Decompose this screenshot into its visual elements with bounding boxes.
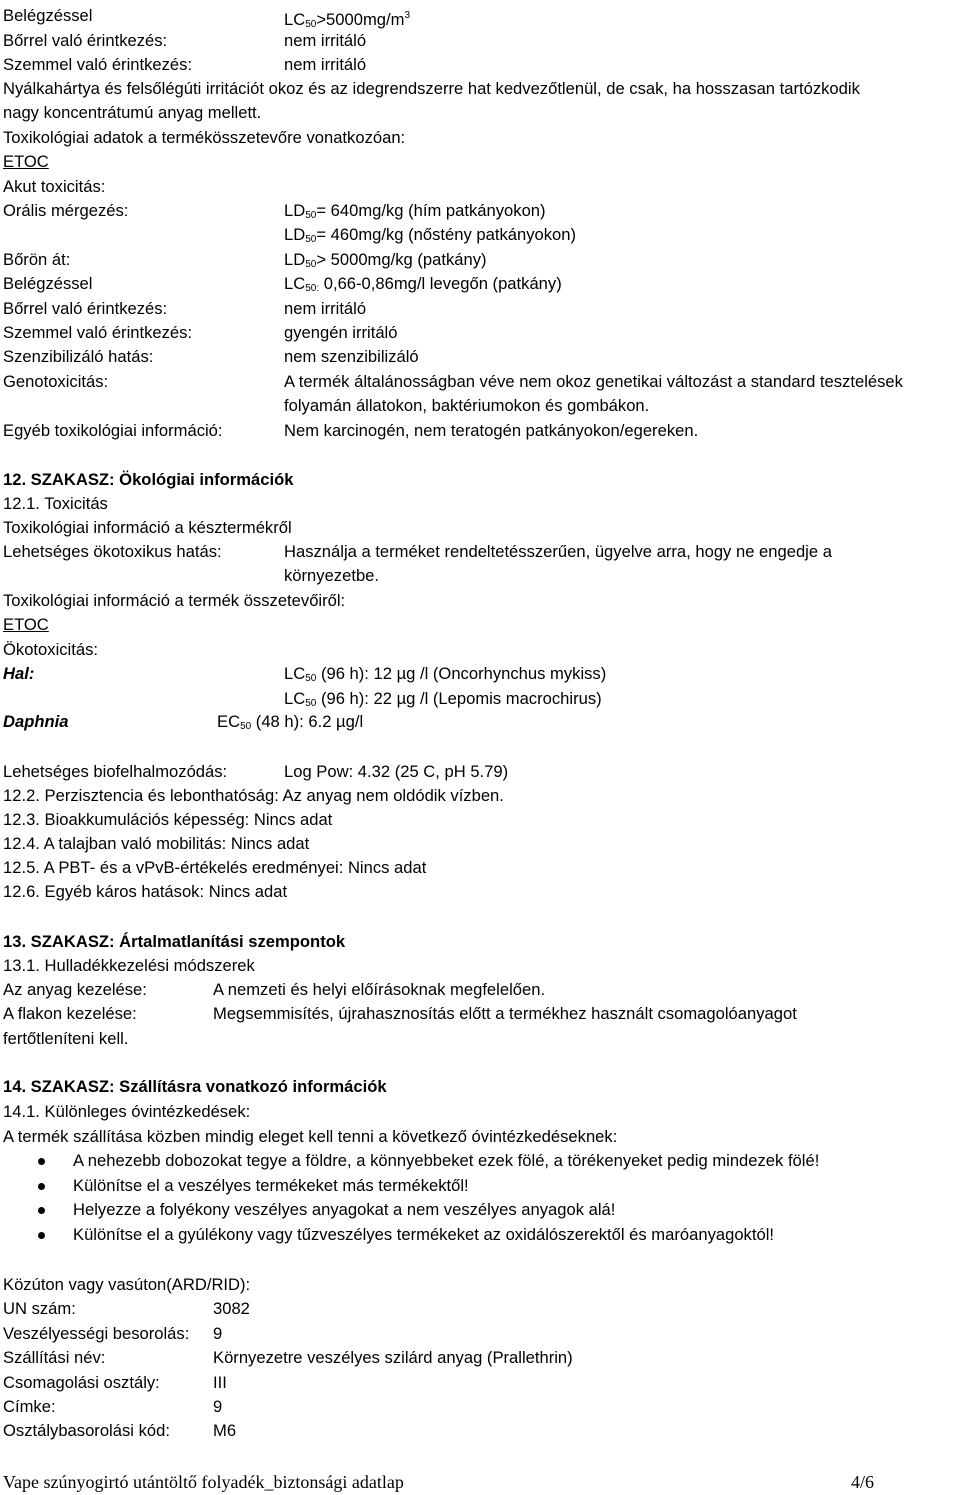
section12-1: 12.1. Toxicitás (3, 494, 108, 513)
section13-heading: 13. SZAKASZ: Ártalmatlanítási szempontok (3, 932, 346, 951)
section13-1: 13.1. Hulladékkezelési módszerek (3, 956, 255, 975)
daphnia-value: $EC_{50}$ (48 h): 6.2 µg/l (217, 712, 364, 732)
other-tox-value: Nem karcinogén, nem teratogén patkányokon/egereken. (284, 421, 699, 440)
section12-heading: 12. SZAKASZ: Ökológiai információk (3, 470, 294, 489)
list-item: A nehezebb dobozokat tegye a földre, a könnyebbeket ezek fölé, a törékenyeket pedig mindezek fölé! (73, 1151, 820, 1170)
dermal-value: $LD_{50}> 5000mg/kg$ (patkány) (284, 250, 487, 270)
substance-handling-value: A nemzeti és helyi előírásoknak megfelelően. (213, 980, 546, 999)
genotoxicity-value: A termék általánosságban véve nem okoz genetikai változást a standard tesztelések folyamán állatokon, baktériumokon és gombákon. (284, 372, 903, 415)
dermal-label: Bőrön át: (3, 250, 71, 269)
component-tox-title: Toxikológiai adatok a termékösszetevőre vonatkozóan: (3, 128, 406, 147)
eye-contact-value: nem irritáló (284, 55, 367, 74)
list-item: Különítse el a gyúlékony vagy tűzveszélyes termékeket az oxidálószerektől és maróanyagoktól! (73, 1225, 774, 1244)
bullet-icon (38, 1207, 45, 1214)
inhalation-value: $LC_{50}>5000mg/m^3$ (284, 10, 410, 30)
fish-value-1: $LC_{50}$ (96 h): 12 µg /l (Oncorhynchus mykiss) (284, 664, 607, 684)
component-inhalation-value: $LC_{50:}$ 0,66-0,86mg/l levegőn (patkány) (284, 274, 562, 294)
ecotoxic-effect-label: Lehetséges ökotoxikus hatás: (3, 542, 222, 561)
section12-6: 12.6. Egyéb káros hatások: Nincs adat (3, 882, 288, 901)
section12-5: 12.5. A PBT- és a vPvB-értékelés eredményei: Nincs adat (3, 858, 427, 877)
section12-3: 12.3. Bioakkumulációs képesség: Nincs adat (3, 810, 333, 829)
sensitization-value: nem szenzibilizáló (284, 347, 419, 366)
bullet-icon (38, 1158, 45, 1165)
fish-label: Hal: (3, 664, 35, 683)
bioaccumulation-value: Log Pow: 4.32 (25 C, pH 5.79) (284, 762, 509, 781)
label-label: Címke: (3, 1397, 56, 1416)
daphnia-label: Daphnia (3, 712, 69, 731)
irritation-note-line2: nagy koncentrátumú anyag mellett. (3, 103, 262, 122)
ecotoxic-effect-value: Használja a terméket rendeltetésszerűen, ügyelve arra, hogy ne engedje a környezetbe. (284, 542, 832, 585)
page-number: 4/6 (850, 1472, 874, 1492)
bioaccumulation-label: Lehetséges biofelhalmozódás: (3, 762, 228, 781)
component-inhalation-label: Belégzéssel (3, 274, 93, 293)
bullet-icon (38, 1232, 45, 1239)
container-handling-value: Megsemmisítés, újrahasznosítás előtt a termékhez használt csomagolóanyagot (213, 1004, 797, 1023)
container-handling-cont: fertőtleníteni kell. (3, 1029, 129, 1048)
component-name: ETOC (3, 152, 49, 171)
inhalation-label: Belégzéssel (3, 6, 93, 25)
list-item: Helyezze a folyékony veszélyes anyagokat a nem veszélyes anyagok alá! (73, 1200, 616, 1219)
substance-handling-label: Az anyag kezelése: (3, 980, 147, 999)
transport-intro: A termék szállítása közben mindig eleget kell tenni a következő óvintézkedéseknek: (3, 1127, 618, 1146)
component-skin-value: nem irritáló (284, 299, 367, 318)
section14-1: 14.1. Különleges óvintézkedések: (3, 1102, 251, 1121)
component-tox-info: Toxikológiai információ a termék összetevőiről: (3, 591, 346, 610)
eco-component-name: ETOC (3, 615, 49, 634)
other-tox-label: Egyéb toxikológiai információ: (3, 421, 223, 440)
ecotoxicity-label: Ökotoxicitás: (3, 640, 98, 659)
component-eye-label: Szemmel való érintkezés: (3, 323, 193, 342)
hazard-class-value: 9 (213, 1324, 223, 1343)
oral-value-male: $LD_{50}= 640mg/kg$ (hím patkányokon) (284, 201, 546, 221)
component-eye-value: gyengén irritáló (284, 323, 398, 342)
product-tox-info: Toxikológiai információ a késztermékről (3, 518, 292, 537)
shipping-name-value: Környezetre veszélyes szilárd anyag (Prallethrin) (213, 1348, 573, 1367)
classification-code-value: M6 (213, 1421, 237, 1440)
component-skin-label: Bőrrel való érintkezés: (3, 299, 168, 318)
skin-contact-value: nem irritáló (284, 31, 367, 50)
acute-toxicity-label: Akut toxicitás: (3, 177, 106, 196)
packing-group-value: III (213, 1373, 227, 1392)
un-number-label: UN szám: (3, 1299, 76, 1318)
road-rail-label: Közúton vagy vasúton(ARD/RID): (3, 1275, 251, 1294)
shipping-name-label: Szállítási név: (3, 1348, 106, 1367)
section14-heading: 14. SZAKASZ: Szállításra vonatkozó információk (3, 1077, 387, 1096)
eye-contact-label: Szemmel való érintkezés: (3, 55, 193, 74)
fish-value-2: $LC_{50}$ (96 h): 22 µg /l (Lepomis macrochirus) (284, 689, 602, 709)
section12-2: 12.2. Perzisztencia és lebonthatóság: Az anyag nem oldódik vízben. (3, 786, 504, 805)
classification-code-label: Osztálybasorolási kód: (3, 1421, 170, 1440)
irritation-note-line1: Nyálkahártya és felsőlégúti irritációt okoz és az idegrendszerre hat kedvezőtlenül, de csak, ha hosszasan tartózkodik (3, 79, 860, 98)
footer-title: Vape szúnyogirtó utántöltő folyadék_biztonsági adatlap (3, 1472, 404, 1492)
oral-value-female: $LD_{50}= 460mg/kg$ (nőstény patkányokon) (284, 225, 577, 245)
label-value: 9 (213, 1397, 223, 1416)
un-number-value: 3082 (213, 1299, 250, 1318)
sensitization-label: Szenzibilizáló hatás: (3, 347, 154, 366)
hazard-class-label: Veszélyességi besorolás: (3, 1324, 190, 1343)
container-handling-label: A flakon kezelése: (3, 1004, 137, 1023)
skin-contact-label: Bőrrel való érintkezés: (3, 31, 168, 50)
genotoxicity-label: Genotoxicitás: (3, 372, 109, 391)
packing-group-label: Csomagolási osztály: (3, 1373, 160, 1392)
bullet-icon (38, 1183, 45, 1190)
oral-label: Orális mérgezés: (3, 201, 129, 220)
list-item: Különítse el a veszélyes termékeket más termékektől! (73, 1176, 469, 1195)
section12-4: 12.4. A talajban való mobilitás: Nincs adat (3, 834, 310, 853)
